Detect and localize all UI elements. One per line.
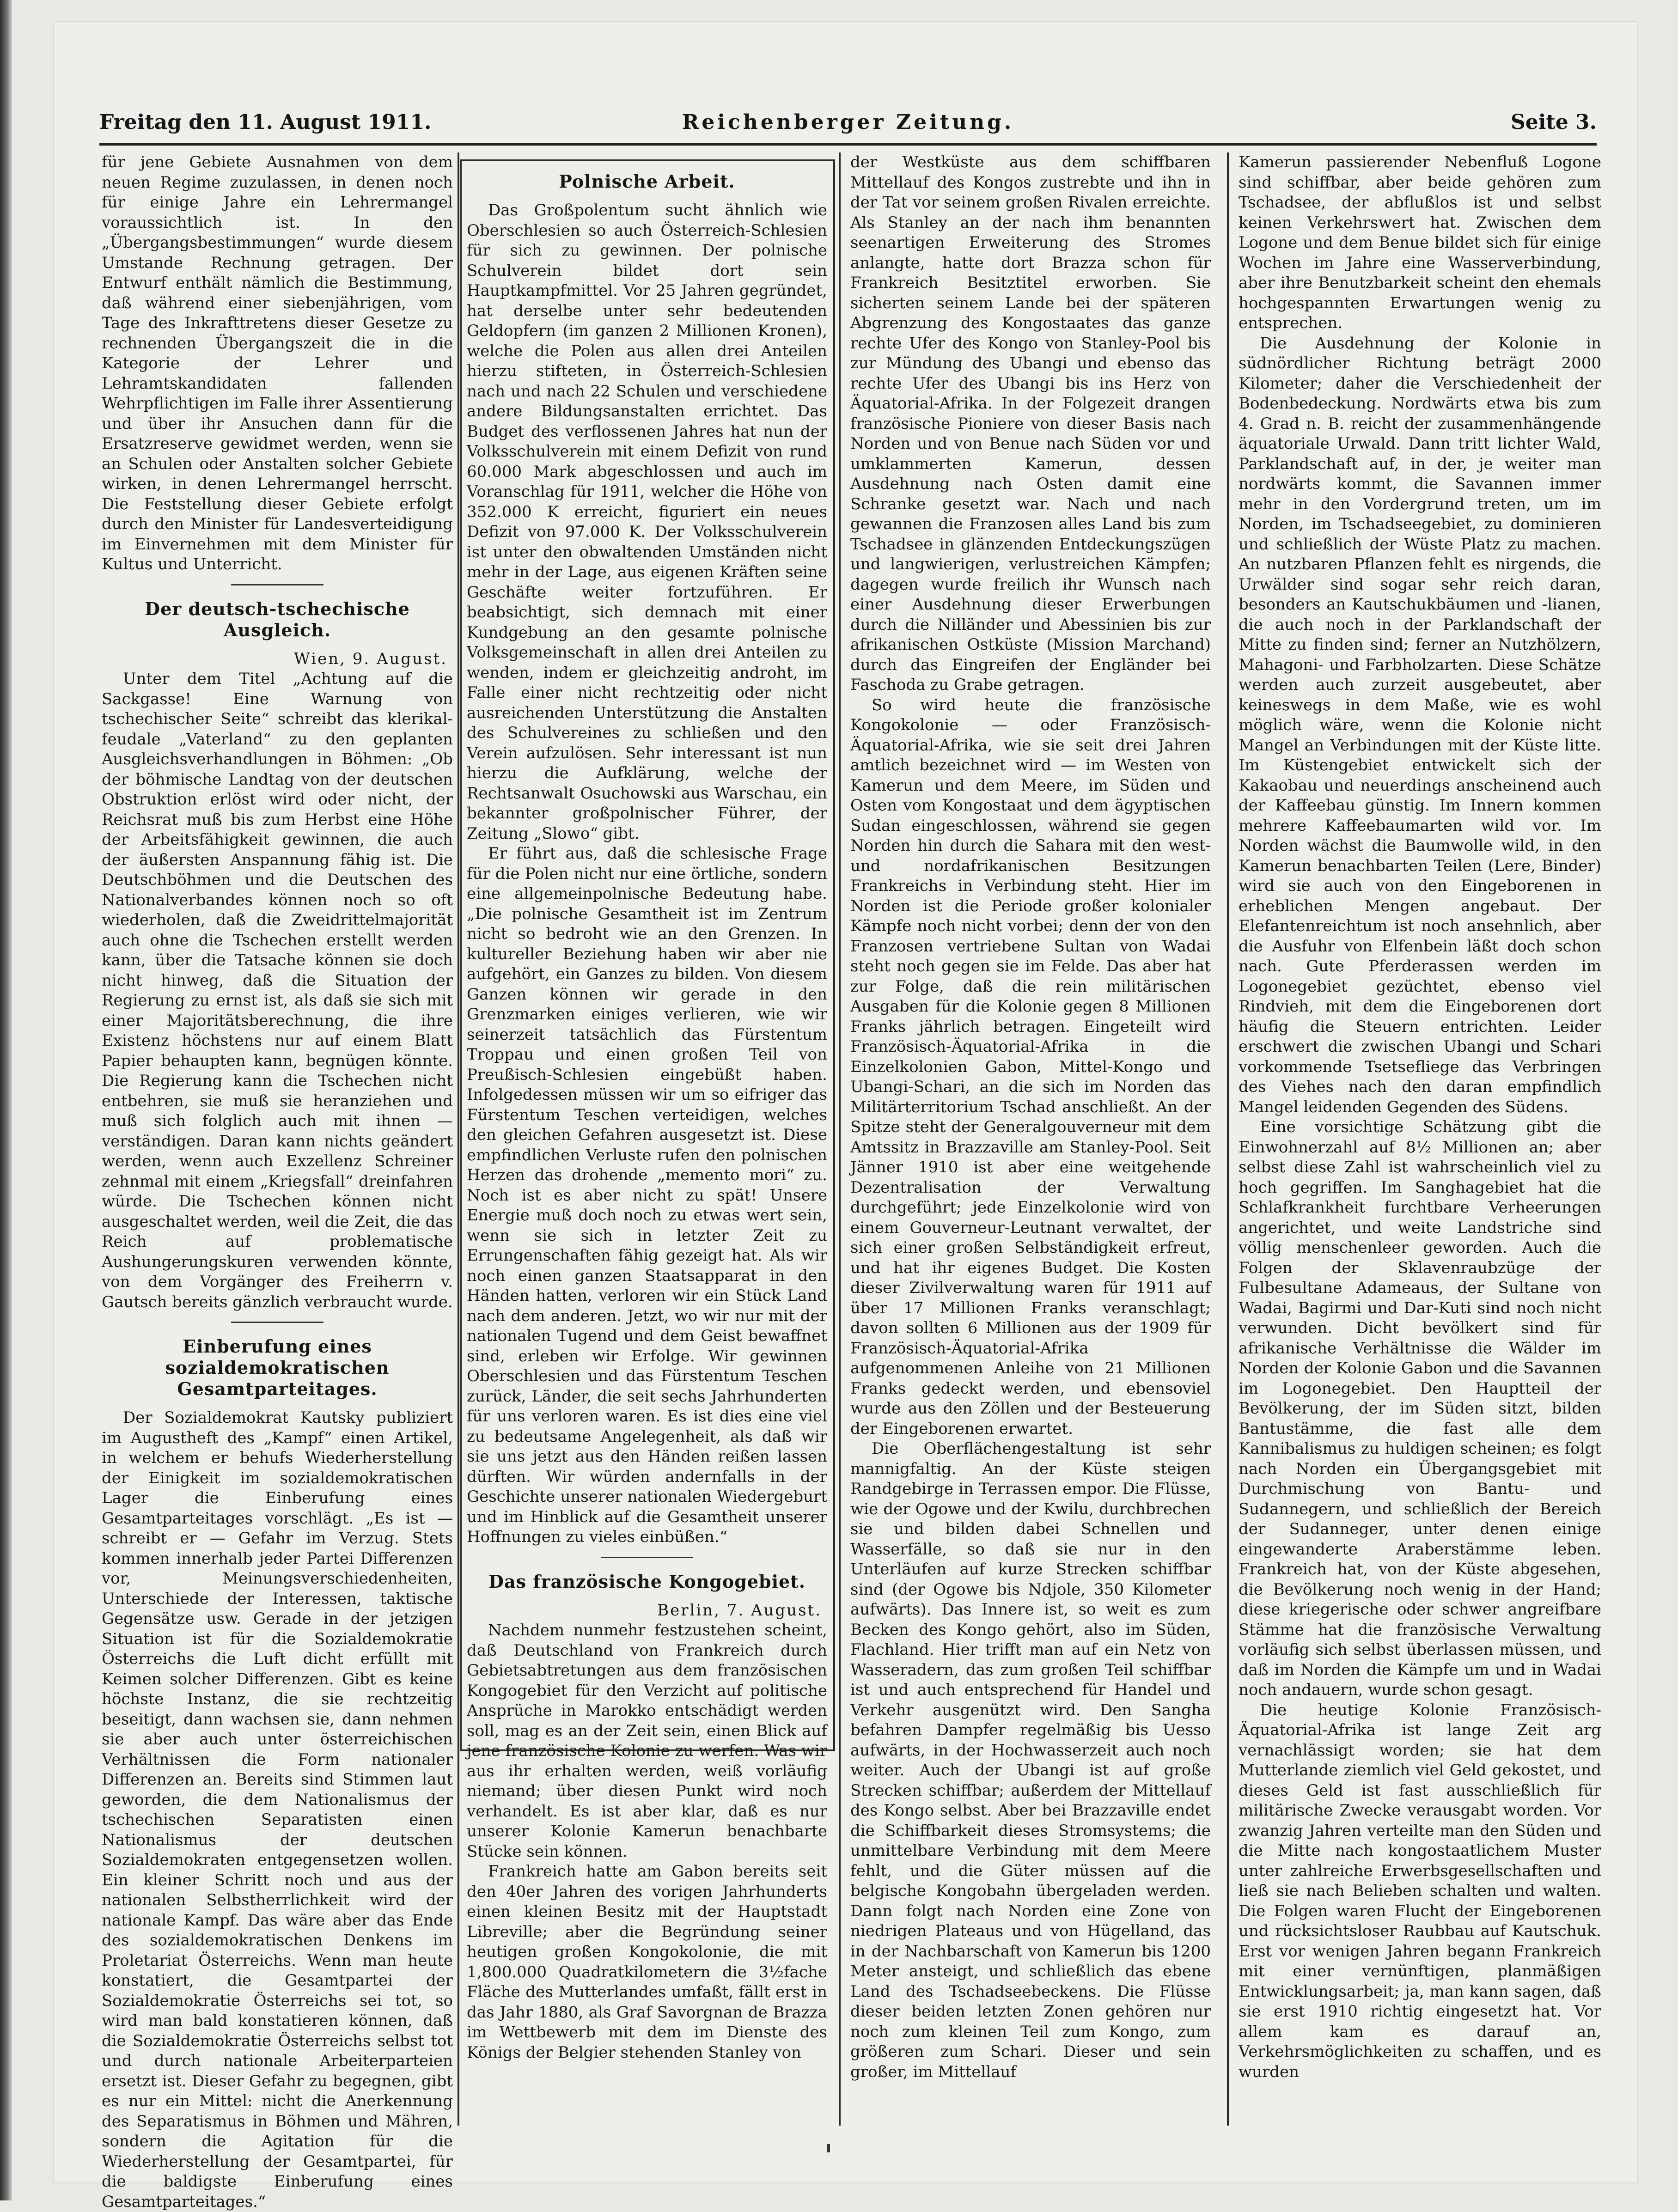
section-rule [231,584,323,585]
scan-edge [0,0,12,2200]
article-paragraph: Eine vorsichtige Schätzung gibt die Einwohnerzahl auf 8½ Millionen an; aber selbst diese Zahl ist wahrscheinlich viel zu hoch gegriffen. Im Sanghagebiet hat die Schlafkrankheit furchtbare Verheerungen angerichtet, und weite Landstriche sind völlig menschenleer geworden. Auch die Folgen der Sklavenraubzüge der Fulbesultane Adameaus, der Sultane von Wadai, Bagirmi und Dar-Kuti sind noch nicht verwunden. Dicht bevölkert sind für afrikanische Verhältnisse die Wälder im Norden der Kolonie Gabon und die Savannen im Logonegebiet. Den Hauptteil der Bevölkerung, der im Süden sitzt, bilden Bantustämme, die fast alle dem Kannibalismus zu huldigen scheinen; es folgt nach Norden ein Übergangsgebiet mit Durchmischung von Bantu- und Sudannegern, und schließlich der Bereich der Sudanneger, unter denen einige eingewanderte Araberstämme leben. Frankreich hat, von der Küste abgesehen, die Bevölkerung noch wenig in der Hand; diese kriegerische oder schwer angreifbare Stämme hat die französische Verwaltung vorläufig sich selbst überlassen müssen, und daß im Norden die Kämpfe um und in Wadai noch andauern, wurde schon gesagt. [1239,1118,1601,1699]
headline-polnische-arbeit: Polnische Arbeit. [559,171,735,192]
article-paragraph: der Westküste aus dem schiffbaren Mittellauf des Kongos zustrebte und ihn in der Tat vor seinem großen Rivalen erreichte. Als Stanley an der nach ihm benannten seenartigen Erweiterung des Stromes anlangte, hatte dort Brazza schon für Frankreich Besitztitel erworben. Sie sicherten seinem Lande bei der späteren Abgrenzung des Kongostaates das ganze rechte Ufer des Kongo von Stanley-Pool bis zur Mündung des Ubangi und ebenso das rechte Ufer des Ubangi bis ins Herz von Äquatorial-Afrika. In der Folgezeit drangen französische Pioniere von dieser Basis nach Norden und von Benue nach Süden vor und umklammerten Kamerun, dessen Ausdehnung nach Osten damit eine Schranke gesetzt war. Nach und nach gewannen die Franzosen alles Land bis zum Tschadsee in glänzenden Entdeckungszügen und langwierigen, verlustreichen Kämpfen; dagegen wurde freilich ihr Wunsch nach einer Ausdehnung dieser Erwerbungen durch die Nilländer und Abessinien bis zur afrikanischen Ostküste (Mission Marchand) durch das Eingreifen der Engländer bei Faschoda zu Grabe getragen. [850,153,1211,694]
print-mark [827,2144,830,2152]
dateline: Berlin, 7. August. [657,1601,822,1620]
headline-kongogebiet: Das französische Kongogebiet. [488,1571,805,1592]
newspaper-title: Reichenberger Zeitung. [682,110,1014,134]
article-paragraph: Nachdem nunmehr festzustehen scheint, daß Deutschland von Frankreich durch Gebietsabtretungen aus dem französischen Kongogebiet für den Verzicht auf politische Ansprüche in Marokko entschädigt werden soll, mag es an der Zeit sein, einen Blick auf jene französische Kolonie zu werfen. Was wir aus ihr erhalten werden, weiß vorläufig niemand; über diesen Punkt wird noch verhandelt. Es ist aber klar, daß es nur unserer Kolonie Kamerun benachbarte Stücke sein können. [467,1621,827,1861]
article-paragraph: Die heutige Kolonie Französisch-Äquatorial-Afrika ist lange Zeit arg vernachlässigt worden; sie hat dem Mutterlande ziemlich viel Geld gekostet, und dieses Geld ist fast ausschließlich für militärische Zwecke verausgabt worden. Vor zwanzig Jahren verteilte man den Süden und die Mitte nach kongostaatlichem Muster unter zahlreiche Erwerbsgesellschaften und ließ sie nach Belieben schalten und walten. Die Folgen waren Flucht der Eingeborenen und rücksichtsloser Raubbau auf Kautschuk. Erst vor wenigen Jahren begann Frankreich mit einer vernünftigen, planmäßigen Entwicklungsarbeit; ja, man kann sagen, daß sie erst 1910 richtig eingesetzt hat. Vor allem kam es darauf an, Verkehrsmöglichkeiten zu schaffen, und es wurden [1239,1700,1601,2081]
article-paragraph: Die Oberflächengestaltung ist sehr mannigfaltig. An der Küste steigen Randgebirge in Terrassen empor. Die Flüsse, wie der Ogowe und der Kwilu, durchbrechen sie und bilden dabei Schnellen und Wasserfälle, so daß sie nur in den Unterläufen auf kurze Strecken schiffbar sind (der Ogowe bis Ndjole, 350 Kilometer aufwärts). Das Innere ist, so weit es zum Becken des Kongo gehört, also im Süden, Flachland. Hier trifft man auf ein Netz von Wasseradern, das zum großen Teil schiffbar ist und auch entsprechend für Handel und Verkehr ausgenützt wird. Den Sangha befahren Dampfer regelmäßig bis Uesso aufwärts, in der Hochwasserzeit auch noch weiter. Auch der Ubangi ist auf große Strecken schiffbar; außerdem der Mittellauf des Kongo selbst. Aber bei Brazzaville endet die Schiffbarkeit dieses Stromsystems; die unmittelbare Verbindung mit dem Meere fehlt, und die Güter müssen auf die belgische Kongobahn übergeladen werden. Dann folgt nach Norden eine Zone von niedrigen Plateaus und von Hügelland, das in der Nachbarschaft von Kamerun bis 1200 Meter ansteigt, und schließlich das ebene Land des Tschadseebeckens. Die Flüsse dieser beiden letzten Zonen gehören nur noch zum kleinen Teil zum Kongo, zum größeren zum Schari. Dieser und sein großer, im Mittellauf [850,1439,1211,2081]
article-paragraph: Das Großpolentum sucht ähnlich wie Oberschlesien so auch Österreich-Schlesien für sich zu gewinnen. Der polnische Schulverein bildet dort sein Hauptkampfmittel. Vor 25 Jahren gegründet, hat derselbe unter sehr bedeutenden Geldopfern (im ganzen 2 Millionen Kronen), welche die Polen aus allen drei Anteilen hierzu stifteten, in Österreich-Schlesien nach und nach 22 Schulen und verschiedene andere Bildungsanstalten errichtet. Das Budget des verflossenen Jahres hat nun der Volksschulverein mit einem Defizit von rund 60.000 Mark abgeschlossen und auch im Voranschlag für 1911, welcher die Höhe von 352.000 K erreicht, figuriert ein neues Defizit von 97.000 K. Der Volksschulverein ist unter den obwaltenden Umständen nicht mehr in der Lage, aus eigenen Kräften seine Geschäfte weiter fortzuführen. Er beabsichtigt, sich demnach mit einer Kundgebung an den gesamte polnische Volksgemeinschaft in allen drei Anteilen zu wenden, indem er gleichzeitig androht, im Falle einer nicht rechtzeitig oder nicht ausreichenden Unterstützung die Anstalten des Schulvereines zu schließen und den Verein aufzulösen. Sehr interessant ist nun hierzu die Aufklärung, welche der Rechtsanwalt Osuchowski aus Warschau, ein bekannter großpolnischer Führer, der Zeitung „Slowo“ gibt. [467,201,827,843]
column-3 [850,152,1211,2126]
page-number: Seite 3. [1510,110,1597,134]
article-paragraph: Die Ausdehnung der Kolonie in südnördlicher Richtung beträgt 2000 Kilometer; daher die Verschiedenheit der Bodenbedeckung. Nordwärts etwa bis zum 4. Grad n. B. reicht der zusammenhängende äquatoriale Urwald. Dann tritt lichter Wald, Parklandschaft auf, in der, je weiter man nordwärts kommt, die Savannen immer mehr in den Vordergrund treten, um im Norden, im Tschadseegebiet, zu dominieren und schließlich der Wüste Platz zu machen. An nutzbaren Pflanzen fehlt es nirgends, die Urwälder sind sogar sehr reich daran, besonders an Kautschukbäumen und -lianen, die auch noch in der Parklandschaft der Mitte zu finden sind; ferner an Nutzhölzern, Mahagoni- und Farbholzarten. Diese Schätze werden auch zurzeit ausgebeutet, aber keineswegs in dem Maße, wie es wohl möglich wäre, wenn die Kolonie nicht Mangel an Verbindungen mit der Küste litte. Im Küstengebiet entwickelt sich der Kakaobau und neuerdings anscheinend auch der Kaffeebau günstig. Im Innern kommen mehrere Kaffeebaumarten wild vor. Im Norden wächst die Baumwolle wild, in den Kamerun benachbarten Teilen (Lere, Binder) wird sie auch von den Eingeborenen in erheblichen Mengen angebaut. Der Elefantenreichtum ist noch ansehnlich, aber die Ausfuhr von Elfenbein läßt doch schon nach. Gute Pferderassen werden im Logonegebiet gezüchtet, ebenso viel Rindvieh, mit dem die Eingeborenen dort häufig die Steuern entrichten. Leider erschwert die zwischen Ubangi und Schari vorkommende Tsetsefliege das Verbringen des Viehes nach den daran empfindlich Mangel leidenden Gegenden des Südens. [1239,334,1601,1116]
issue-date: Freitag den 11. August 1911. [99,110,432,134]
headline-gesamtparteitag: Einberufung eines sozialdemokratischen Gesamtparteitages. [165,1336,390,1399]
article-paragraph: Er führt aus, daß die schlesische Frage für die Polen nicht nur eine örtliche, sondern eine allgemeinpolnische Bedeutung habe. „Die polnische Gesamtheit ist im Zentrum nicht so bedroht wie an den Grenzen. In kultureller Beziehung haben wir aber nie aufgehört, ein Ganzes zu bilden. Von diesem Ganzen können wir gerade in den Grenzmarken einiges verlieren, wie wir seinerzeit tatsächlich das Fürstentum Troppau und einen großen Teil von Preußisch-Schlesien eingebüßt haben. Infolgedessen müssen wir um so eifriger das Fürstentum Teschen verteidigen, welches den gleichen Gefahren ausgesetzt ist. Diese empfindlichen Verluste rufen den polnischen Herzen das drohende „memento mori“ zu. Noch ist es aber nicht zu spät! Unsere Energie muß doch noch zu etwas wert sein, wenn sie sich in letzter Zeit zu Errungenschaften fähig gezeigt hat. Als wir noch einen ganzen Staatsapparat in den Händen hatten, verloren wir ein Stück Land nach dem anderen. Jetzt, wo wir nur mit der nationalen Tugend und dem Geist bewaffnet sind, erleben wir Erfolge. Wir gewinnen Oberschlesien und das Fürstentum Teschen zurück, Länder, die seit sechs Jahrhunderten für uns verloren waren. Es ist dies eine viel zu bedeutsame Angelegenheit, als daß wir sie uns jetzt aus den Händen reißen lassen dürften. Wir würden andernfalls in der Geschichte unserer nationalen Wiedergeburt und im Hinblick auf die Gesamtheit unserer Hoffnungen zu vieles einbüßen.“ [467,844,827,1546]
column-rule [839,152,841,2126]
dateline: Wien, 9. August. [293,649,447,668]
column-4 [1239,152,1601,2126]
masthead [99,109,1597,141]
column-1 [102,152,453,2211]
column-2 [467,152,827,2126]
article-paragraph: Frankreich hatte am Gabon bereits seit den 40er Jahren des vorigen Jahrhunderts einen kleinen Besitz mit der Hauptstadt Libreville; aber die Begründung seiner heutigen großen Kongokolonie, die mit 1,800.000 Quadratkilometern die 3½fache Fläche des Mutterlandes umfaßt, fällt erst in das Jahr 1880, als Graf Savorgnan de Brazza im Wettbewerb mit dem im Dienste des Königs der Belgier stehenden Stanley von [467,1862,827,2062]
column-rule [458,152,459,2126]
article-paragraph: Unter dem Titel „Achtung auf die Sackgasse! Eine Warnung von tschechischer Seite“ schreibt das klerikal-feudale „Vaterland“ zu den geplanten Ausgleichsverhandlungen in Böhmen: „Ob der böhmische Landtag von der deutschen Obstruktion erlöst wird oder nicht, der Reichsrat muß bis zum Herbst eine Höhe der Arbeitsfähigkeit gewinnen, die auch der äußersten Anspannung fähig ist. Die Deutschböhmen und die Deutschen des Nationalverbandes können noch so oft wiederholen, daß die Zweidrittelmajorität auch ohne die Tschechen erstellt werden kann, über die Tatsache können sie doch nicht hinweg, daß die Situation der Regierung zu ernst ist, als daß sie sich mit einer Majoritätsberechnung, die ihre Existenz höchstens nur auf einem Blatt Papier behaupten kann, begnügen könnte. Die Regierung kann die Tschechen nicht entbehren, sie muß sie heranziehen und muß sich folglich auch mit ihnen — verständigen. Daran kann nichts geändert werden, wenn auch Exzellenz Schreiner zehnmal mit einem „Kriegsfall“ dreinfahren würde. Die Tschechen können nicht ausgeschaltet werden, weil die Zeit, die das Reich auf problematische Aushungerungskuren verwenden könnte, von dem Vorgänger des Freiherrn v. Gautsch bereits gänzlich verbraucht wurde. [102,670,453,1311]
article-paragraph: So wird heute die französische Kongokolonie — oder Französisch-Äquatorial-Afrika, wie sie seit drei Jahren amtlich bezeichnet wird — im Westen von Kamerun und dem Meere, im Süden und Osten vom Kongostaat und dem ägyptischen Sudan eingeschlossen, während sie gegen Norden hin durch die Sahara mit den west- und nordafrikanischen Besitzungen Frankreichs in Verbindung steht. Hier im Norden ist die Periode großer kolonialer Kämpfe noch nicht vorbei; denn der von den Franzosen vertriebene Sultan von Wadai steht noch gegen sie im Felde. Das aber hat zur Folge, daß die rein militärischen Ausgaben für die Kolonie gegen 8 Millionen Franks jährlich betragen. Eingeteilt wird Französisch-Äquatorial-Afrika in die Einzelkolonien Gabon, Mittel-Kongo und Ubangi-Schari, an die sich im Norden das Militärterritorium Tschad anschließt. An der Spitze steht der Generalgouverneur mit dem Amtssitz in Brazzaville am Stanley-Pool. Seit Jänner 1910 ist aber eine weitgehende Dezentralisation der Verwaltung durchgeführt; jede Einzelkolonie wird von einem Gouverneur-Leutnant verwaltet, der sich einer großen Selbständigkeit erfreut, und hat ihr eigenes Budget. Die Kosten dieser Zivilverwaltung waren für 1911 auf über 17 Millionen Franks veranschlagt; davon sollten 6 Millionen aus der 1909 für Französisch-Äquatorial-Afrika aufgenommenen Anleihe von 21 Millionen Franks gedeckt werden, und ebensoviel wurde aus den Zöllen und der Besteuerung der Eingeborenen erwartet. [850,695,1211,1438]
section-rule [231,1322,323,1323]
headline-ausgleich: Der deutsch-tschechische Ausgleich. [145,598,410,640]
section-rule [601,1557,693,1558]
article-paragraph: Der Sozialdemokrat Kautsky publiziert im Augustheft des „Kampf“ einen Artikel, in welchem er behufs Wiederherstellung der Einigkeit im sozialdemokratischen Lager die Einberufung eines Gesamtparteitages vorschlägt. „Es ist — schreibt er — Gefahr im Verzug. Stets kommen innerhalb jeder Partei Differenzen vor, Meinungsverschiedenheiten, Unterschiede der Interessen, taktische Gegensätze usw. Gerade in der jetzigen Situation ist für die Sozialdemokratie Österreichs die Luft dicht erfüllt mit Keimen solcher Differenzen. Gibt es keine höchste Instanz, die sie rechtzeitig beseitigt, dann wachsen sie, dann nehmen sie aber auch unter österreichischen Verhältnissen die Form nationaler Differenzen an. Bereits sind Stimmen laut geworden, die dem Nationalismus der tschechischen Separatisten einen Nationalismus der deutschen Sozialdemokraten entgegensetzen wollen. Ein kleiner Schritt noch und aus der nationalen Selbstherrlichkeit wird der nationale Kampf. Das wäre aber das Ende des sozialdemokratischen Denkens im Proletariat Österreichs. Wenn man heute konstatiert, die Gesamtpartei der Sozialdemokratie Österreichs sei tot, so wird man bald konstatieren können, daß die Sozialdemokratie Österreichs selbst tot und durch nationale Arbeiterparteien ersetzt ist. Dieser Gefahr zu begegnen, gibt es nur ein Mittel: nicht die Anerkennung des Separatismus in Böhmen und Mähren, sondern die Agitation für die Wiederherstellung der Gesamtpartei, für die baldigste Einberufung eines Gesamtparteitages.“ [102,1408,453,2211]
column-rule [1227,152,1229,2126]
masthead-rule [99,143,1597,146]
article-paragraph: Kamerun passierender Nebenfluß Logone sind schiffbar, aber beide gehören zum Tschadsee, der abflußlos ist und selbst keinen Verkehrswert hat. Zwischen dem Logone und dem Benue bildet sich für einige Wochen im Jahre eine Wasserverbindung, aber ihre Benutzbarkeit scheint den ehemals hochgespannten Erwartungen wenig zu entsprechen. [1239,153,1601,332]
article-continuation: für jene Gebiete Ausnahmen von dem neuen Regime zuzulassen, in denen noch für einige Jahre ein Lehrermangel voraussichtlich ist. In den „Übergangsbestimmungen“ wurde diesem Umstande Rechnung getragen. Der Entwurf enthält nämlich die Bestimmung, daß während einer siebenjährigen, vom Tage des Inkrafttretens dieser Gesetze zu rechnenden Übergangszeit die in die Kategorie der Lehrer und Lehramtskandidaten fallenden Wehrpflichtigen im Falle ihrer Assentierung und über ihr Ansuchen dann für die Ersatzreserve gewidmet werden, wenn sie an Schulen oder Anstalten solcher Gebiete wirken, in denen Lehrermangel herrscht. Die Feststellung dieser Gebiete erfolgt durch den Minister für Landesverteidigung im Einvernehmen mit dem Minister für Kultus und Unterricht. [102,153,453,573]
